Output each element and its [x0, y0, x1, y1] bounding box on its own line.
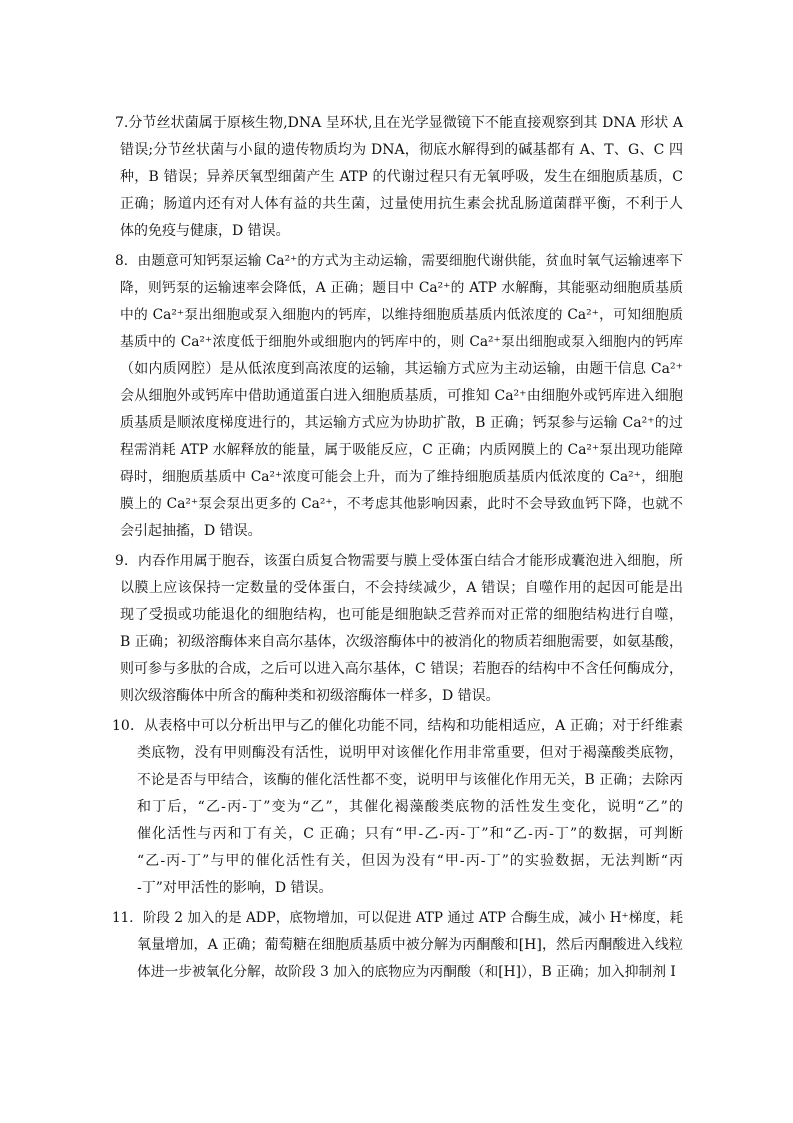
answer-line	[112, 713, 683, 740]
item-number: 7.	[115, 115, 129, 131]
answer-line: 则次级溶酶体中所含的酶种类和初级溶酶体一样多，D 错误。	[120, 688, 500, 704]
item-number: 9．	[115, 553, 138, 569]
answer-line	[112, 248, 683, 275]
answer-line	[112, 110, 683, 137]
answer-line: 氧量增加，A 正确；葡萄糖在细胞质基质中被分解为丙酮酸和[H]，然后丙酮酸进入线粒	[137, 937, 683, 953]
answer-line: 膜上的 Ca²⁺泵会泵出更多的 Ca²⁺，不考虑其他影响因素，此时不会导致血钙下降，也就不	[120, 496, 683, 512]
answer-line: 不论是否与甲结合，该酶的催化活性都不变，说明甲与该催化作用无关，B 正确；去除丙	[137, 772, 683, 788]
answer-line-text: 由题意可知钙泵运输 Ca²⁺的方式为主动运输，需要细胞代谢供能，贫血时氧气运输速率下	[137, 253, 683, 269]
answer-line: 质基质是顺浓度梯度进行的，其运输方式应为协助扩散，B 正确；钙泵参与运输 Ca²⁺的过	[120, 415, 683, 431]
answer-line	[112, 905, 683, 932]
answer-line: 正确；肠道内还有对人体有益的共生菌，过量使用抗生素会扰乱肠道菌群平衡，不利于人	[120, 196, 683, 212]
answer-line: 中的 Ca²⁺泵出细胞或泵入细胞内的钙库，以维持细胞质基质内低浓度的 Ca²⁺，可知细胞质	[120, 307, 683, 323]
answer-line: 基质中的 Ca²⁺浓度低于细胞外或细胞内的钙库中的，则 Ca²⁺泵出细胞或泵入细胞内的钙库	[120, 334, 683, 350]
answer-line: 和丁后，“乙-丙-丁”变为“乙”，其催化褐藻酸类底物的活性发生变化，说明“乙”的	[137, 799, 683, 815]
answer-line: 体进一步被氧化分解，故阶段 3 加入的底物应为丙酮酸（和[H]），B 正确；加入抑制剂 I	[137, 964, 676, 980]
answer-line: “乙-丙-丁”与甲的催化活性有关，但因为没有“甲-丙-丁”的实验数据，无法判断“丙	[137, 853, 683, 869]
answer-line: 体的免疫与健康，D 错误。	[120, 223, 290, 239]
answer-line: 会从细胞外或钙库中借助通道蛋白进入细胞质基质，可推知 Ca²⁺由细胞外或钙库进入细胞	[120, 388, 683, 404]
answer-item-9	[112, 548, 683, 710]
answer-line: 种，B 错误；异养厌氧型细菌产生 ATP 的代谢过程只有无氧呼吸，发生在细胞质基质，C	[120, 169, 683, 185]
answer-item-10	[112, 713, 683, 902]
answer-line	[112, 548, 683, 575]
answer-line: 以膜上应该保持一定数量的受体蛋白，不会持续减少，A 错误；自噬作用的起因可能是出	[120, 580, 683, 596]
answer-line: 降，则钙泵的运输速率会降低，A 正确；题目中 Ca²⁺的 ATP 水解酶，其能驱动细胞质基质	[120, 280, 683, 296]
answer-line: B 正确；初级溶酶体来自高尔基体，次级溶酶体中的被消化的物质若细胞需要，如氨基酸，	[120, 634, 683, 650]
answer-item-11	[112, 905, 683, 986]
answer-line: 会引起抽搐，D 错误。	[120, 523, 262, 539]
answer-line-text: 从表格中可以分析出甲与乙的催化功能不同，结构和功能相适应，A 正确；对于纤维素	[144, 718, 683, 734]
answer-line: -丁”对甲活性的影响，D 错误。	[137, 880, 333, 896]
item-number: 11．	[112, 910, 143, 926]
answer-line: 类底物，没有甲则酶没有活性，说明甲对该催化作用非常重要，但对于褐藻酸类底物，	[137, 745, 683, 761]
answer-line-text: 分节丝状菌属于原核生物,DNA 呈环状,且在光学显微镜下不能直接观察到其 DNA 形状 A	[128, 115, 683, 131]
answer-line: 碍时，细胞质基质中 Ca²⁺浓度可能会上升，而为了维持细胞质基质内低浓度的 Ca²⁺，细胞	[120, 469, 683, 485]
answer-line: 现了受损或功能退化的细胞结构，也可能是细胞缺乏营养而对正常的细胞结构进行自噬，	[120, 607, 683, 623]
answer-item-8	[112, 248, 683, 545]
answer-explanations	[112, 110, 683, 986]
answer-line: 催化活性与丙和丁有关，C 正确；只有“甲-乙-丙-丁”和“乙-丙-丁”的数据，可判断	[137, 826, 683, 842]
answer-line-text: 内吞作用属于胞吞，该蛋白质复合物需要与膜上受体蛋白结合才能形成囊泡进入细胞，所	[137, 553, 683, 569]
item-number: 8．	[115, 253, 138, 269]
answer-line-text: 阶段 2 加入的是 ADP，底物增加，可以促进 ATP 通过 ATP 合酶生成，减小 H⁺梯度，耗	[142, 910, 683, 926]
answer-line: 错误;分节丝状菌与小鼠的遗传物质均为 DNA，彻底水解得到的碱基都有 A、T、G、C 四	[120, 142, 683, 158]
answer-item-7	[112, 110, 683, 245]
answer-line: 程需消耗 ATP 水解释放的能量，属于吸能反应，C 正确；内质网膜上的 Ca²⁺泵出现功能障	[120, 442, 683, 458]
item-number: 10．	[112, 718, 145, 734]
answer-line: 则可参与多肽的合成，之后可以进入高尔基体，C 错误；若胞吞的结构中不含任何酶成分，	[120, 661, 683, 677]
answer-line: （如内质网腔）是从低浓度到高浓度的运输，其运输方式应为主动运输，由题干信息 Ca²⁺	[120, 361, 683, 377]
